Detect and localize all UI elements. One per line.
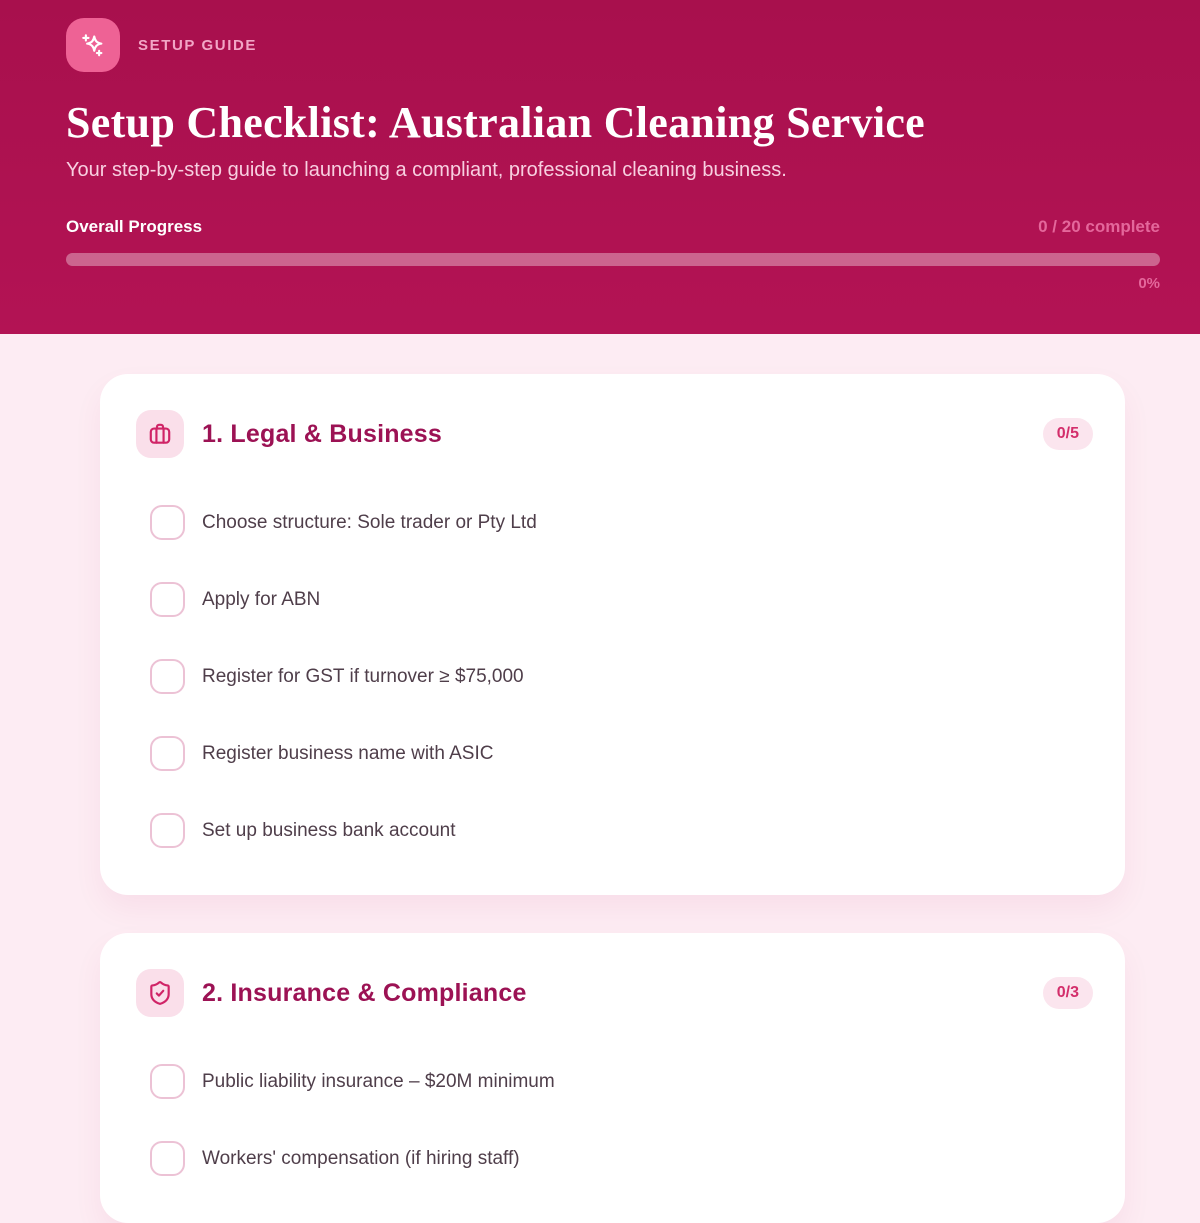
checklist-item[interactable] (150, 505, 1093, 540)
item-label: Apply for ABN (202, 588, 321, 610)
checkbox[interactable] (150, 505, 185, 540)
checklist-item[interactable] (150, 813, 1093, 848)
hero-header (0, 0, 1200, 334)
checkbox[interactable] (150, 1141, 185, 1176)
checklist-item[interactable] (150, 736, 1093, 771)
progress-percent: 0% (1138, 274, 1160, 292)
checklist-item[interactable] (150, 1141, 1093, 1176)
item-label: Set up business bank account (202, 819, 456, 841)
checklist-section-card (100, 374, 1125, 895)
section-title: 1. Legal & Business (202, 419, 442, 448)
progress-count: 0 / 20 complete (1038, 216, 1160, 236)
section-title: 2. Insurance & Compliance (202, 978, 527, 1007)
section-count-badge: 0/3 (1043, 977, 1093, 1009)
hero-badge-row (66, 18, 1160, 72)
section-header (136, 969, 1093, 1017)
setup-guide-label: SETUP GUIDE (138, 36, 258, 54)
checklist-item[interactable] (150, 659, 1093, 694)
item-label: Register for GST if turnover ≥ $75,000 (202, 665, 524, 687)
checkbox[interactable] (150, 582, 185, 617)
item-label: Choose structure: Sole trader or Pty Ltd (202, 511, 537, 533)
checklist-content (0, 334, 1200, 1223)
item-list (136, 505, 1093, 848)
page-subtitle: Your step-by-step guide to launching a compliant, professional cleaning business. (66, 158, 787, 181)
shield-check-icon (136, 969, 184, 1017)
item-label: Public liability insurance – $20M minimum (202, 1070, 555, 1092)
progress-bar (66, 253, 1160, 266)
checklist-item[interactable] (150, 582, 1093, 617)
overall-progress-label: Overall Progress (66, 216, 203, 236)
page-title: Setup Checklist: Australian Cleaning Service (66, 98, 925, 147)
item-label: Workers' compensation (if hiring staff) (202, 1147, 520, 1169)
item-list (136, 1064, 1093, 1176)
sparkles-icon (66, 18, 120, 72)
checkbox[interactable] (150, 659, 185, 694)
checkbox[interactable] (150, 813, 185, 848)
progress-row (66, 217, 1160, 237)
checkbox[interactable] (150, 736, 185, 771)
briefcase-icon (136, 410, 184, 458)
checkbox[interactable] (150, 1064, 185, 1099)
item-label: Register business name with ASIC (202, 742, 494, 764)
section-count-badge: 0/5 (1043, 418, 1093, 450)
sections (100, 374, 1125, 1223)
checklist-section-card (100, 933, 1125, 1223)
checklist-item[interactable] (150, 1064, 1093, 1099)
section-header (136, 410, 1093, 458)
